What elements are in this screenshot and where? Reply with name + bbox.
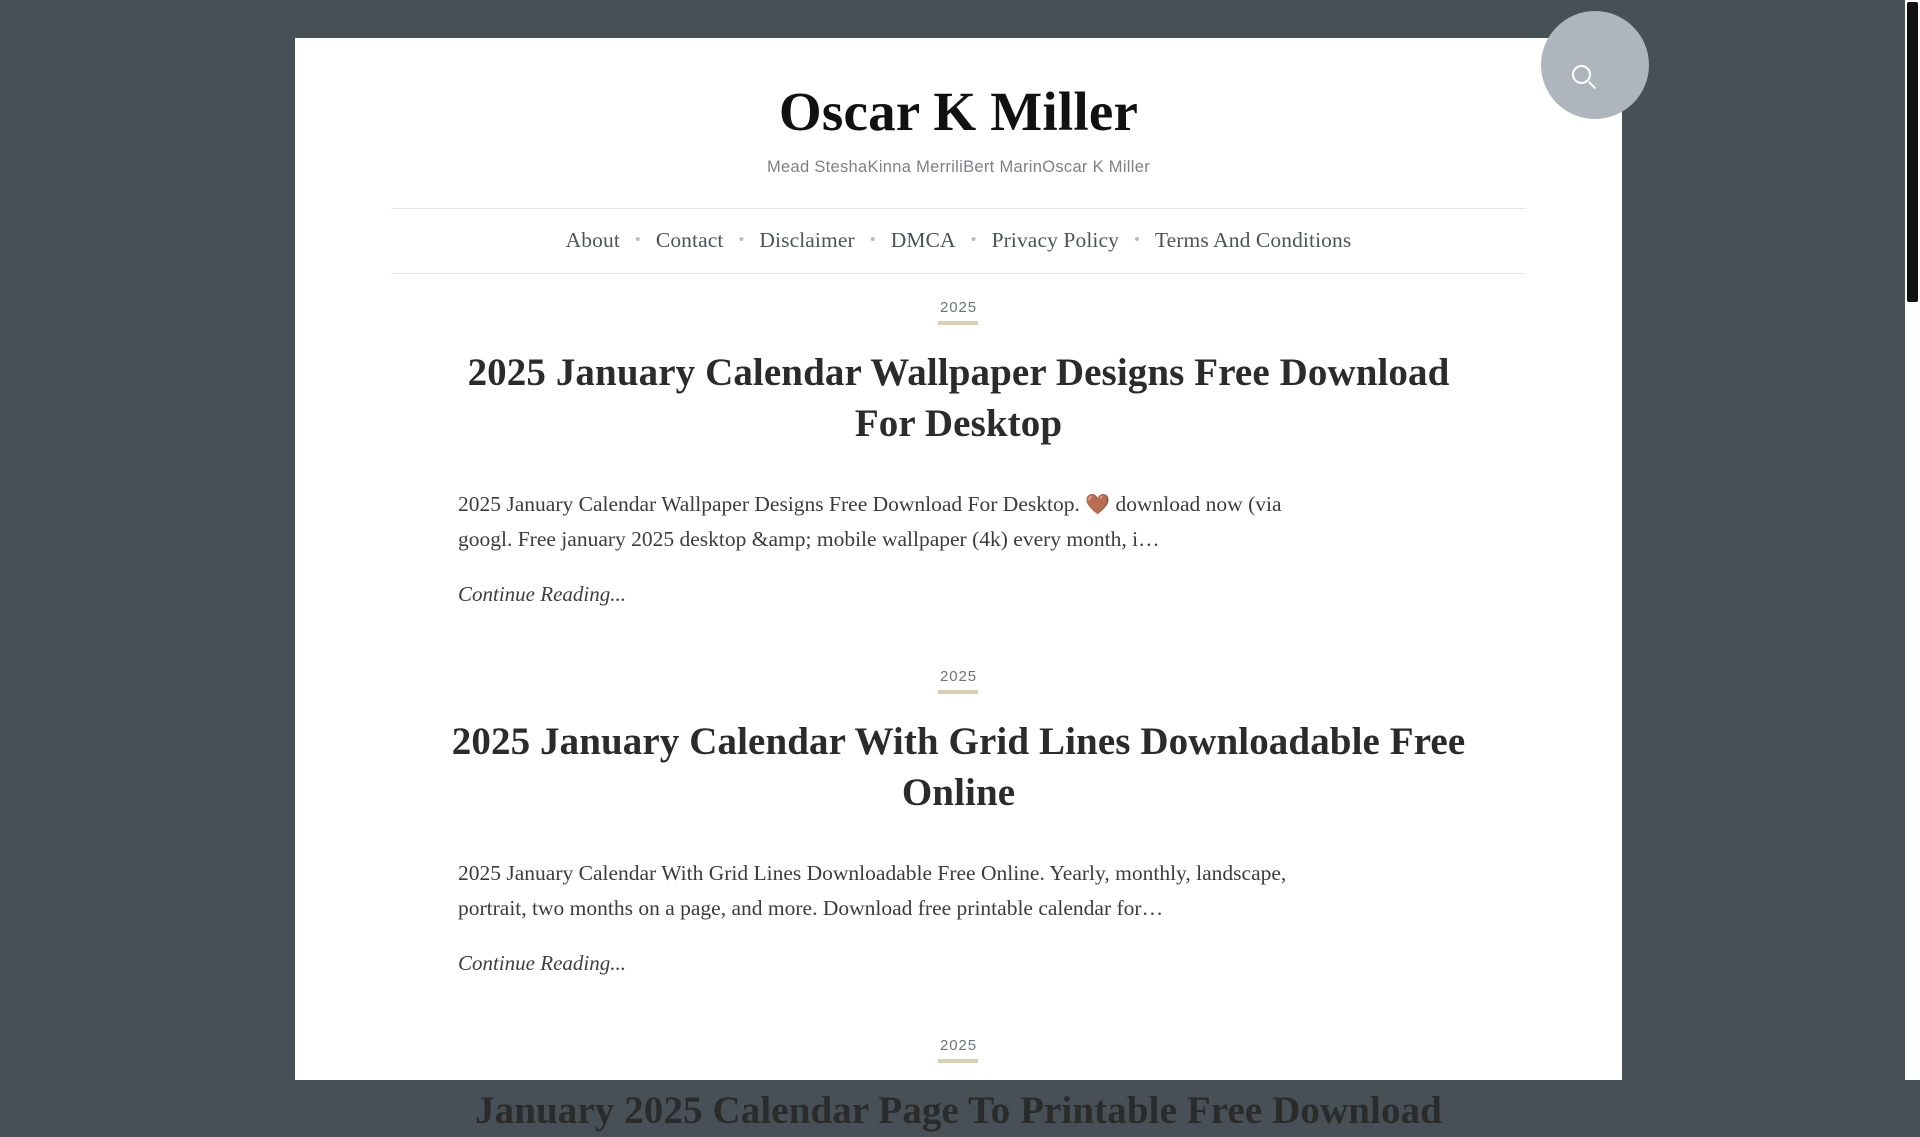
- post-excerpt: [458, 487, 1288, 557]
- page-content-sheet: [295, 38, 1622, 1132]
- post-category-link[interactable]: 2025: [940, 1037, 977, 1063]
- post-category-wrap: [295, 299, 1622, 325]
- post-list: [295, 274, 1622, 1137]
- post-spacer: [295, 976, 1622, 1012]
- nav-item-disclaimer[interactable]: Disclaimer: [759, 227, 855, 252]
- site-header: [295, 38, 1622, 177]
- nav-separator: •: [738, 229, 745, 249]
- post-item: [295, 274, 1622, 607]
- nav-separator: •: [634, 229, 641, 249]
- search-icon: [1572, 65, 1591, 84]
- continue-reading-link[interactable]: Continue Reading...: [458, 581, 626, 606]
- site-tagline: Mead SteshaKinna MerriliBert MarinOscar K Miller: [766, 157, 1150, 176]
- site-title[interactable]: Oscar K Miller: [778, 81, 1139, 142]
- post-title[interactable]: 2025 January Calendar With Grid Lines Downloadable Free Online: [451, 719, 1466, 814]
- continue-reading-link[interactable]: Continue Reading...: [458, 950, 626, 975]
- nav-item-dmca[interactable]: DMCA: [890, 227, 956, 252]
- post-excerpt-text-after: download now (via googl. Free january 2025 desktop &amp; mobile wallpaper (4k) every month, i…: [458, 492, 1282, 552]
- post-category-wrap: [295, 668, 1622, 694]
- post-category-wrap: [295, 1037, 1622, 1063]
- post-excerpt-text-before: 2025 January Calendar Wallpaper Designs Free Download For Desktop.: [458, 492, 1086, 517]
- post-more-wrap: [458, 582, 1622, 607]
- page-scrollbar-thumb[interactable]: [1907, 2, 1918, 302]
- nav-separator: •: [970, 229, 977, 249]
- post-more-wrap: [458, 951, 1622, 976]
- post-spacer: [295, 607, 1622, 643]
- nav-item-contact[interactable]: Contact: [655, 227, 724, 252]
- post-category-link[interactable]: 2025: [940, 299, 977, 325]
- post-excerpt: 2025 January Calendar With Grid Lines Downloadable Free Online. Yearly, monthly, landscape, portrait, two months on a page, and more. Download free printable calendar for…: [458, 861, 1287, 921]
- nav-item-privacy-policy[interactable]: Privacy Policy: [991, 227, 1119, 252]
- nav-separator: •: [869, 229, 876, 249]
- nav-item-about[interactable]: About: [565, 227, 620, 252]
- post-title[interactable]: 2025 January Calendar Wallpaper Designs Free Download For Desktop: [467, 350, 1450, 445]
- main-navigation: [391, 208, 1526, 274]
- post-category-link[interactable]: 2025: [940, 668, 977, 694]
- post-item: [295, 1012, 1622, 1137]
- nav-separator: •: [1133, 229, 1140, 249]
- nav-item-terms-and-conditions[interactable]: Terms And Conditions: [1154, 227, 1352, 252]
- post-title[interactable]: January 2025 Calendar Page To Printable Free Download: [475, 1088, 1442, 1132]
- brown-heart-icon: 🤎: [1085, 494, 1111, 517]
- post-item: [295, 643, 1622, 976]
- search-toggle-button[interactable]: [1541, 11, 1649, 119]
